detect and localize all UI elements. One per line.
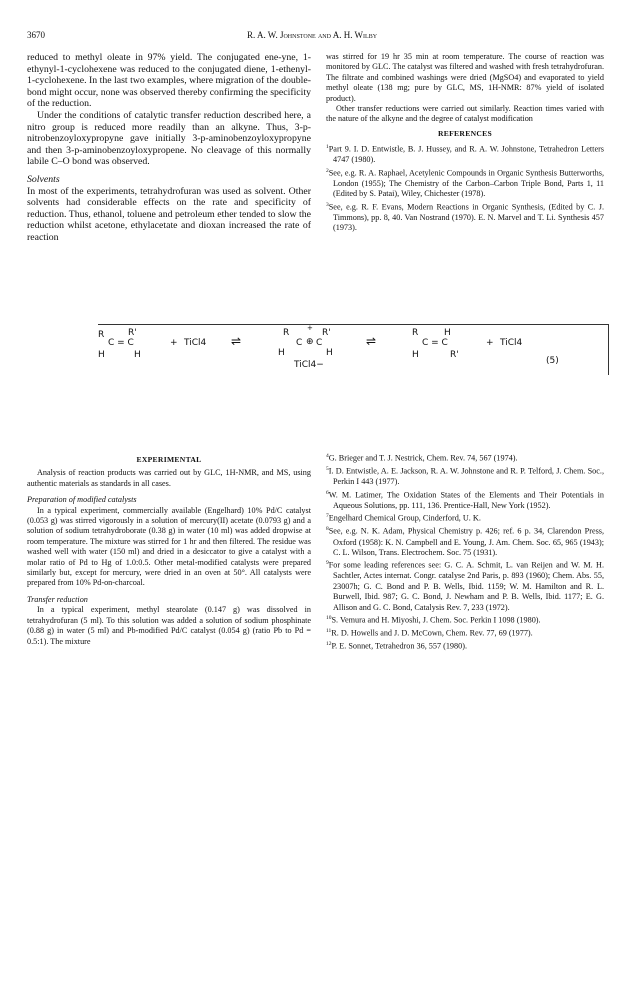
section-heading-transfer: Transfer reduction	[27, 594, 88, 604]
ticl4-reagent: TiCl4	[500, 338, 523, 348]
plus-sign: +	[486, 338, 494, 348]
ticl4-anion: TiCl4−	[294, 360, 324, 370]
right-column-top	[326, 52, 604, 234]
reference-item	[326, 626, 604, 639]
paragraph: Under the conditions of catalytic transfer reduction described here, a nitro group is reduced more readily than an alkyne. Thus, 3-p-nitrobenzoyloxypropyne gave initially 3-p-aminobenzoyloxypropyne and then 3-p-aminobenzoyloxypropene. No cleavage of this normally labile C–O bond was observed.	[27, 109, 311, 168]
r-group: R	[412, 328, 419, 338]
reference-number: 9	[326, 560, 329, 567]
experimental-heading: EXPERIMENTAL	[136, 455, 202, 464]
ticl4-reagent: TiCl4	[184, 338, 207, 348]
h-atom: H	[98, 350, 105, 360]
page-number: 3670	[27, 30, 45, 40]
reference-text: G. Brieger and T. J. Nestrick, Chem. Rev. 74, 567 (1974).	[328, 453, 518, 463]
paragraph: In a typical experiment, commercially available (Engelhard) 10% Pd/C catalyst (0.053 g) was stirred vigorously in a solution of mercury(II) acetate (0.0793 g) and a solution of sodium tetrahydroborate (0.38 g) in water (10 ml) was added dropwise at room temperature. The mixture was stirred for 1 hr and then filtered. The residue was washed well with water (150 ml) and dried in a desiccator to give a catalyst with a molar ratio of Pd to Hg of 1.0:0.5. Other metal-modified catalysts were prepared similarly but, except for mercury, were dried in an oven at 50°. All catalysts were prepared from 10% Pd-on-charcoal.	[27, 505, 311, 588]
reference-text: R. D. Howells and J. D. McCown, Chem. Rev. 77, 69 (1977).	[331, 628, 533, 638]
reference-number: 6	[326, 489, 329, 496]
right-column-bottom	[326, 451, 604, 653]
equilibrium-arrow: ⇌	[366, 334, 377, 348]
r-group: R	[98, 330, 105, 340]
reference-text: See, e.g. R. F. Evans, Modern Reactions in Organic Synthesis, (Edited by C. J. Timmons), pp. 8, 40. Van Nostrand (1970). E. N. Marvel and T. Li. Synthesis 457 (1973).	[328, 202, 604, 233]
reference-item	[326, 451, 604, 464]
reference-item	[326, 200, 604, 234]
positive-charge: +	[307, 324, 313, 332]
h-atom: H	[134, 350, 141, 360]
reference-item	[326, 142, 604, 166]
reaction-scheme	[98, 324, 610, 378]
plus-sign: +	[170, 338, 178, 348]
complex-carbon: C	[296, 338, 303, 348]
reference-item	[326, 613, 604, 626]
reference-number: 2	[326, 167, 329, 174]
r-group: R	[283, 328, 290, 338]
reference-item	[326, 558, 604, 613]
reference-number: 10	[326, 615, 332, 622]
paragraph: In most of the experiments, tetrahydrofuran was used as solvent. Other solvents had considerable effects on the rate and specificity of reduction. Thus, ethanol, toluene and petroleum ether tended to slow the reduction whilst acetone, ethylacetate and dioxan increased the rate of reaction	[27, 185, 311, 243]
reference-number: 11	[326, 628, 332, 635]
left-column-top	[27, 52, 311, 244]
reference-item	[326, 524, 604, 558]
reference-item	[326, 639, 604, 652]
paragraph: Analysis of reaction products was carried out by GLC, 1H-NMR, and MS, using authentic materials as standards in all cases.	[27, 468, 311, 488]
alkene-c-c: C = C	[422, 338, 448, 348]
complex-carbon: C	[316, 338, 323, 348]
reference-text: See, e.g. N. K. Adam, Physical Chemistry p. 426; ref. 6 p. 34, Clarendon Press, Oxford (1958): K. N. Campbell and E. Young, J. Am. Chem. Soc. 65, 965 (1943); C. L. Wilson, Trans. Electrochem. Soc. 75 (1931).	[328, 527, 604, 557]
reference-item	[326, 166, 604, 200]
r-prime-group: R'	[128, 328, 137, 338]
reference-text: P. E. Sonnet, Tetrahedron 36, 557 (1980).	[331, 642, 467, 652]
pi-complex-bond: ⊕	[306, 337, 314, 347]
alkene-c-c: C = C	[108, 338, 134, 348]
reference-item	[326, 511, 604, 524]
reference-number: 1	[326, 144, 329, 151]
scheme-label: (5)	[546, 356, 559, 366]
reference-number: 7	[326, 513, 329, 520]
h-atom: H	[326, 348, 333, 358]
reference-text: Part 9. I. D. Entwistle, B. J. Hussey, and R. A. W. Johnstone, Tetrahedron Letters 4747 (1980).	[328, 144, 604, 165]
reference-text: S. Vemura and H. Miyoshi, J. Chem. Soc. Perkin I 1098 (1980).	[331, 615, 541, 625]
reference-number: 12	[326, 641, 332, 648]
scheme-frame	[98, 324, 609, 375]
left-column-bottom	[27, 451, 311, 647]
references-heading: REFERENCES	[437, 128, 493, 138]
reference-text: For some leading references see: G. C. A. Schmit, L. van Reijen and W. M. H. Sachtler, Actes internat. Congr. catalyse 2nd Paris, p. 893 (1960); Chem. Abs. 55, 23007h; G. C. Bond and P. B. Wells, Ibid. 1159; W. M. Hamilton and R. L. Burwell, Ibid. 987; G. C. Bond, J. Newham and P. B. Wells, Ibid. 1177; E. G. Allison and G. C. Bond, Catalysis Rev. 7, 233 (1972).	[328, 561, 604, 612]
section-heading-solvents: Solvents	[27, 173, 60, 185]
h-atom: H	[412, 350, 419, 360]
section-heading-preparation: Preparation of modified catalysts	[27, 495, 137, 505]
reference-list	[326, 451, 604, 653]
reference-item	[326, 464, 604, 488]
reference-text: Engelhard Chemical Group, Cinderford, U. K.	[328, 513, 481, 523]
h-atom: H	[278, 348, 285, 358]
reference-list	[326, 142, 604, 233]
h-atom: H	[444, 328, 451, 338]
reference-number: 4	[326, 453, 329, 459]
reference-item	[326, 488, 604, 512]
reference-text: W. M. Latimer, The Oxidation States of the Elements and Their Potentials in Aqueous Solutions, pp. 111, 136. Prentice-Hall, New York (1952).	[328, 490, 604, 510]
r-prime-group: R'	[450, 350, 459, 360]
reference-number: 8	[326, 526, 329, 533]
paragraph: reduced to methyl oleate in 97% yield. The conjugated ene-yne, 1-ethynyl-1-cyclohexene was reduced to the conjugated diene, 1-ethenyl-1-cyclohexene. In the last two examples, where migration of the double-bond might occur, none was observed thereby confirming the specificity of the reduction.	[27, 52, 312, 110]
reference-text: See, e.g. R. A. Raphael, Acetylenic Compounds in Organic Synthesis Butterworths, London (1955); The Chemistry of the Carbon–Carbon Triple Bond, Parts 1, 11 (Edited by S. Patai), Wiley, Chichester (1978).	[328, 168, 604, 199]
reference-number: 3	[326, 201, 329, 208]
paragraph: In a typical experiment, methyl stearolate (0.147 g) was dissolved in tetrahydrofuran (5 ml). To this solution was added a solution of sodium phosphinate (0.88 g) in water (5 ml) and Pb-modified Pd/C catalyst (0.054 g) (ratio Pb to Pd = 0.5:1). The mixture	[27, 605, 311, 646]
equilibrium-arrow: ⇌	[231, 334, 242, 348]
paragraph: Other transfer reductions were carried out similarly. Reaction times varied with the nature of the alkyne and the degree of catalyst modification	[326, 104, 604, 124]
r-prime-group: R'	[322, 328, 331, 338]
reference-text: I. D. Entwistle, A. E. Jackson, R. A. W. Johnstone and R. P. Telford, J. Chem. Soc., Perkin I 443 (1977).	[328, 466, 604, 487]
reference-number: 5	[326, 466, 329, 473]
running-authors: R. A. W. Johnstone and A. H. Wilby	[246, 30, 378, 40]
paragraph: was stirred for 19 hr 35 min at room temperature. The course of reaction was monitored by GLC. The catalyst was filtered and washed with fresh tetrahydrofuran. The filtrate and combined washings were dried (MgSO4) and evaporated to yield methyl oleate (138 mg; pure by GLC, MS, 1H-NMR: 87% yield of isolated product).	[326, 52, 604, 103]
